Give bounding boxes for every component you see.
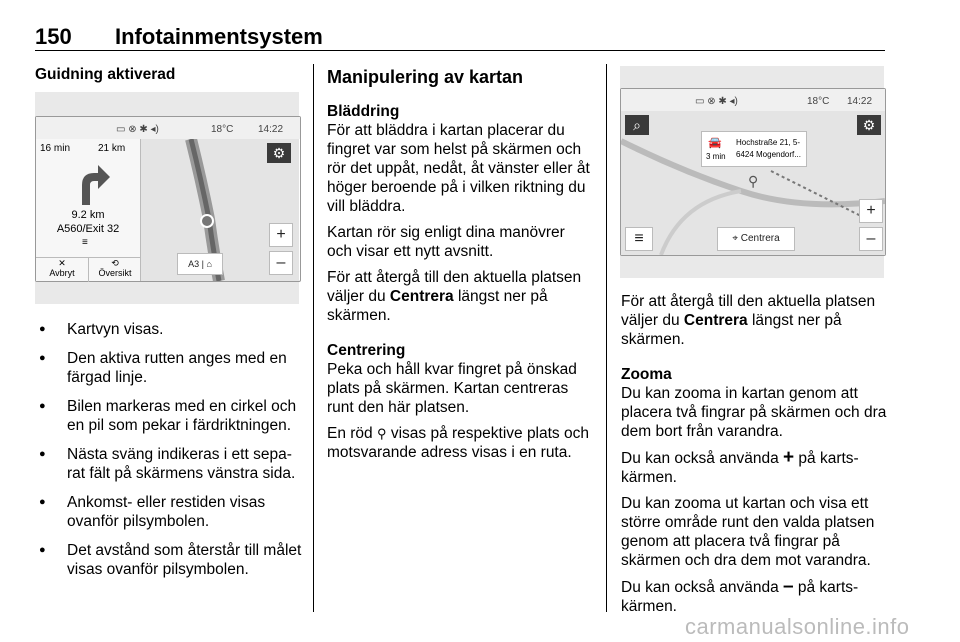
plus-icon: + bbox=[783, 447, 795, 468]
address-box[interactable] bbox=[701, 131, 807, 167]
paragraph: Kartan rör sig enligt dina manövrer och visar ett nytt avsnitt. bbox=[327, 224, 565, 260]
map-pin-icon: ⚲ bbox=[376, 426, 387, 441]
subsection-heading: Bläddring bbox=[327, 103, 400, 120]
paragraph: Peka och håll kvar fingret på önskad plats på skärmen. Kartan centreras runt den här platsen. bbox=[327, 361, 577, 416]
temperature: 18°C bbox=[211, 124, 234, 135]
next-turn-distance: 9.2 km bbox=[71, 209, 105, 221]
list-item: ● Nästa sväng indikeras i ett sepa-rat fält på skärmens vänstra sida. bbox=[35, 445, 303, 483]
column-divider bbox=[606, 64, 607, 612]
paragraph: För att återgå till den aktuella platsen väljer du Centrera längst ner på skärmen. bbox=[621, 293, 876, 348]
paragraph: Du kan zooma ut kartan och visa ett större område runt den valda platsen genom att placera två fingrar på skärmen och dra dem mot varandra. bbox=[621, 495, 875, 569]
paragraph: En röd ⚲ visas på respektive plats och motsvarande adress visas i en ruta. bbox=[327, 425, 589, 461]
column-divider bbox=[313, 64, 314, 612]
subsection-heading: Centrering bbox=[327, 342, 406, 359]
location-pin-icon: ⚲ bbox=[748, 173, 759, 189]
turn-panel bbox=[36, 139, 141, 281]
page-header bbox=[35, 24, 885, 51]
map-view[interactable] bbox=[621, 111, 885, 255]
map-view[interactable] bbox=[141, 139, 299, 281]
status-icons: ▭ ⊗ ✱ ◂) bbox=[695, 96, 738, 107]
watermark: carmanualsonline.info bbox=[685, 614, 910, 639]
guidance-screenshot bbox=[35, 92, 299, 304]
address-line: Hochstraße 21, 5- bbox=[736, 138, 801, 147]
chapter-title: Infotainmentsystem bbox=[115, 24, 323, 49]
center-button[interactable]: ⌖ Centrera bbox=[717, 227, 795, 251]
address-line: 6424 Mogendorf... bbox=[736, 150, 801, 159]
right-column bbox=[621, 292, 887, 623]
remaining-distance: 21 km bbox=[98, 143, 126, 154]
zoom-in-button[interactable]: + bbox=[859, 199, 883, 223]
clock: 14:22 bbox=[847, 96, 873, 107]
page-number: 150 bbox=[35, 24, 72, 49]
status-icons: ▭ ⊗ ✱ ◂) bbox=[116, 124, 159, 135]
left-column bbox=[35, 320, 303, 589]
paragraph: Du kan också använda + på karts-kärmen. bbox=[621, 447, 859, 486]
cancel-button[interactable]: ✕ Avbryt bbox=[36, 257, 88, 282]
paragraph: För att återgå till den aktuella platsen väljer du Centrera längst ner på skärmen. bbox=[327, 269, 582, 324]
exit-label: A560/Exit 32 bbox=[56, 223, 120, 235]
list-item: ● Den aktiva rutten anges med en färgad linje. bbox=[35, 349, 303, 387]
subsection-heading: Zooma bbox=[621, 366, 672, 383]
settings-gear-icon[interactable]: ⚙ bbox=[267, 143, 291, 163]
road-indicator: A3 | ⌂ bbox=[177, 253, 223, 275]
eta-duration: 16 min bbox=[40, 143, 71, 154]
search-icon[interactable]: ⌕ bbox=[625, 115, 649, 135]
list-item: ● Ankomst- eller restiden visas ovanför pilsymbolen. bbox=[35, 493, 303, 531]
list-item: ● Kartvyn visas. bbox=[35, 320, 303, 339]
overview-button[interactable]: ⟲ Översikt bbox=[88, 257, 141, 282]
paragraph: Du kan också använda – på karts-kärmen. bbox=[621, 576, 859, 615]
paragraph: Du kan zooma in kartan genom att placera två fingrar på skärmen och dra dem bort från varandra. bbox=[621, 385, 887, 440]
turn-arrow-icon bbox=[72, 163, 112, 205]
menu-icon[interactable]: ≡ bbox=[82, 237, 88, 248]
middle-column bbox=[327, 66, 593, 469]
clock: 14:22 bbox=[258, 124, 284, 135]
list-item: ● Det avstånd som återstår till målet visas ovanför pilsymbolen. bbox=[35, 541, 303, 579]
minus-icon: – bbox=[783, 576, 794, 597]
section-heading: Guidning aktiverad bbox=[35, 66, 176, 83]
temperature: 18°C bbox=[807, 96, 830, 107]
car-icon: 🚘 bbox=[708, 137, 722, 149]
zoom-out-button[interactable]: – bbox=[859, 227, 883, 251]
eta: 3 min bbox=[706, 152, 726, 161]
zoom-out-button[interactable]: – bbox=[269, 251, 293, 275]
zoom-in-button[interactable]: + bbox=[269, 223, 293, 247]
feature-list bbox=[35, 320, 303, 579]
paragraph: För att bläddra i kartan placerar du fingret var som helst på skärmen och rör det uppåt, nedåt, åt vänster eller åt höger beroende på i vilken riktning du vill bläddra. bbox=[327, 122, 590, 215]
menu-icon[interactable]: ≡ bbox=[625, 227, 653, 251]
section-heading: Manipulering av kartan bbox=[327, 67, 524, 87]
settings-gear-icon[interactable]: ⚙ bbox=[857, 115, 881, 135]
list-item: ● Bilen markeras med en cirkel och en pil som pekar i färdriktningen. bbox=[35, 397, 303, 435]
map-screenshot bbox=[620, 66, 884, 278]
